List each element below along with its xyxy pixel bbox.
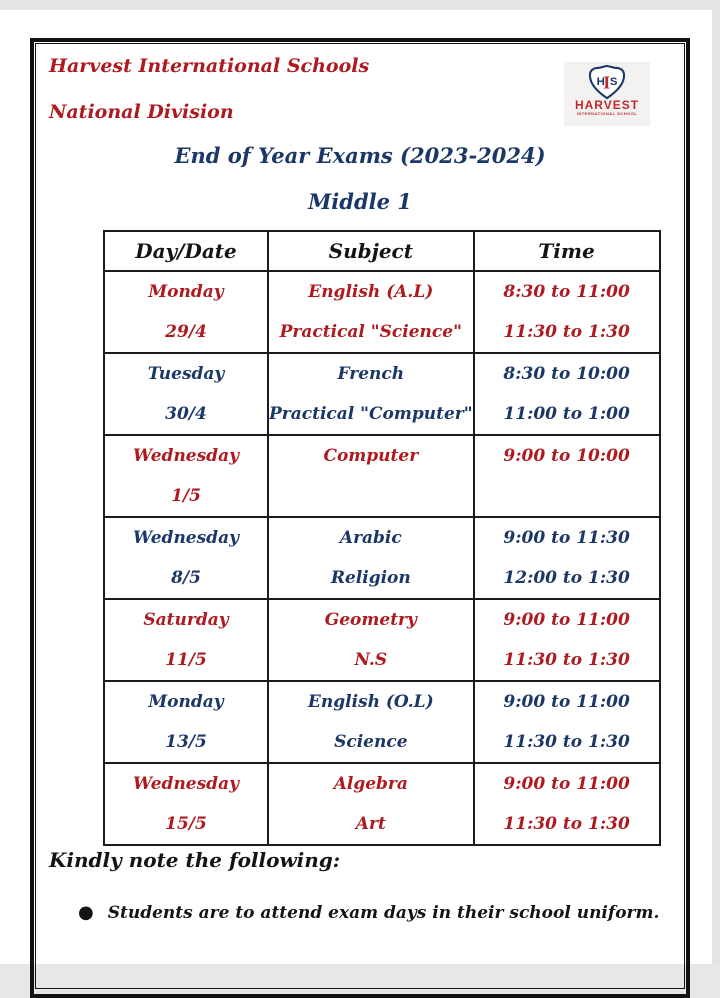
table-row [104, 599, 660, 681]
time-text: 9:00 to 11:30 [503, 528, 630, 548]
school-name: Harvest International Schools [49, 55, 370, 77]
subject-text: Practical "Computer" [269, 404, 473, 424]
page-border-frame [30, 38, 690, 998]
cell-day-date [104, 681, 268, 763]
time-text: 9:00 to 11:00 [503, 610, 630, 630]
note-bullet-text: Students are to attend exam days in their school uniform. [107, 902, 660, 923]
subject-text: English (O.L) [307, 692, 434, 712]
subject-text: Computer [323, 446, 419, 466]
date-text: 11/5 [165, 650, 207, 670]
division-name: National Division [49, 101, 234, 123]
header-day-date: Day/Date [104, 231, 268, 271]
subject-text: Science [334, 732, 408, 752]
subject-text: Religion [330, 568, 411, 588]
header-subject: Subject [268, 231, 474, 271]
cell-time [474, 271, 660, 353]
cell-time [474, 435, 660, 517]
subject-text: Practical "Science" [279, 322, 462, 342]
day-text: Wednesday [133, 774, 239, 794]
table-header-row [104, 231, 660, 271]
subject-text: Arabic [339, 528, 402, 548]
subject-text: English (A.L) [308, 282, 434, 302]
table-row [104, 271, 660, 353]
cell-day-date [104, 763, 268, 845]
day-text: Saturday [143, 610, 229, 630]
cell-day-date [104, 599, 268, 681]
time-text [475, 476, 659, 516]
viewer-top-strip [0, 0, 720, 10]
date-text: 1/5 [171, 486, 201, 506]
cell-subject [268, 763, 474, 845]
time-text: 11:30 to 1:30 [503, 732, 630, 752]
time-text: 8:30 to 10:00 [503, 364, 630, 384]
time-text: 9:00 to 10:00 [503, 446, 630, 466]
subject-text: N.S [354, 650, 388, 670]
day-text: Wednesday [133, 528, 239, 548]
cell-day-date [104, 517, 268, 599]
logo-name: HARVEST [574, 98, 640, 112]
subject-text: Geometry [324, 610, 417, 630]
time-text: 8:30 to 11:00 [503, 282, 630, 302]
cell-subject [268, 681, 474, 763]
cell-day-date [104, 271, 268, 353]
date-text: 29/4 [165, 322, 207, 342]
day-text: Monday [148, 692, 224, 712]
cell-subject [268, 435, 474, 517]
table-row [104, 517, 660, 599]
table-row [104, 681, 660, 763]
time-text: 11:00 to 1:00 [503, 404, 630, 424]
subject-text: French [337, 364, 405, 384]
notes-heading: Kindly note the following: [49, 848, 341, 872]
day-text: Tuesday [147, 364, 225, 384]
subject-text: Art [355, 814, 386, 834]
page-border-inner [35, 43, 685, 989]
school-logo [564, 62, 650, 126]
cell-subject [268, 517, 474, 599]
day-text: Monday [148, 282, 224, 302]
logo-letter-h: H [596, 75, 605, 88]
logo-shield-icon [584, 64, 630, 100]
time-text: 9:00 to 11:00 [503, 692, 630, 712]
table-row [104, 353, 660, 435]
exam-schedule-table [103, 230, 661, 846]
date-text: 15/5 [165, 814, 207, 834]
cell-time [474, 517, 660, 599]
date-text: 30/4 [165, 404, 207, 424]
cell-subject [268, 599, 474, 681]
cell-subject [268, 353, 474, 435]
subject-text [269, 476, 473, 516]
time-text: 9:00 to 11:00 [503, 774, 630, 794]
document-title: End of Year Exams (2023-2024) [174, 143, 546, 168]
cell-time [474, 681, 660, 763]
date-text: 13/5 [165, 732, 207, 752]
logo-subtitle: INTERNATIONAL SCHOOL [576, 111, 638, 116]
logo-letter-s: S [609, 75, 618, 88]
header-time: Time [474, 231, 660, 271]
document-page [0, 10, 712, 964]
time-text: 11:30 to 1:30 [503, 322, 630, 342]
cell-time [474, 353, 660, 435]
date-text: 8/5 [171, 568, 201, 588]
cell-time [474, 599, 660, 681]
grade-title: Middle 1 [308, 189, 412, 214]
time-text: 12:00 to 1:30 [503, 568, 630, 588]
bullet-icon: ● [78, 902, 94, 923]
time-text: 11:30 to 1:30 [503, 814, 630, 834]
day-text: Wednesday [133, 446, 239, 466]
cell-day-date [104, 435, 268, 517]
cell-subject [268, 271, 474, 353]
table-row [104, 763, 660, 845]
note-bullet-item [78, 902, 659, 923]
table-row [104, 435, 660, 517]
subject-text: Algebra [333, 774, 408, 794]
cell-time [474, 763, 660, 845]
logo-letter-i: I [603, 72, 611, 93]
viewer-right-strip [712, 0, 720, 964]
time-text: 11:30 to 1:30 [503, 650, 630, 670]
cell-day-date [104, 353, 268, 435]
